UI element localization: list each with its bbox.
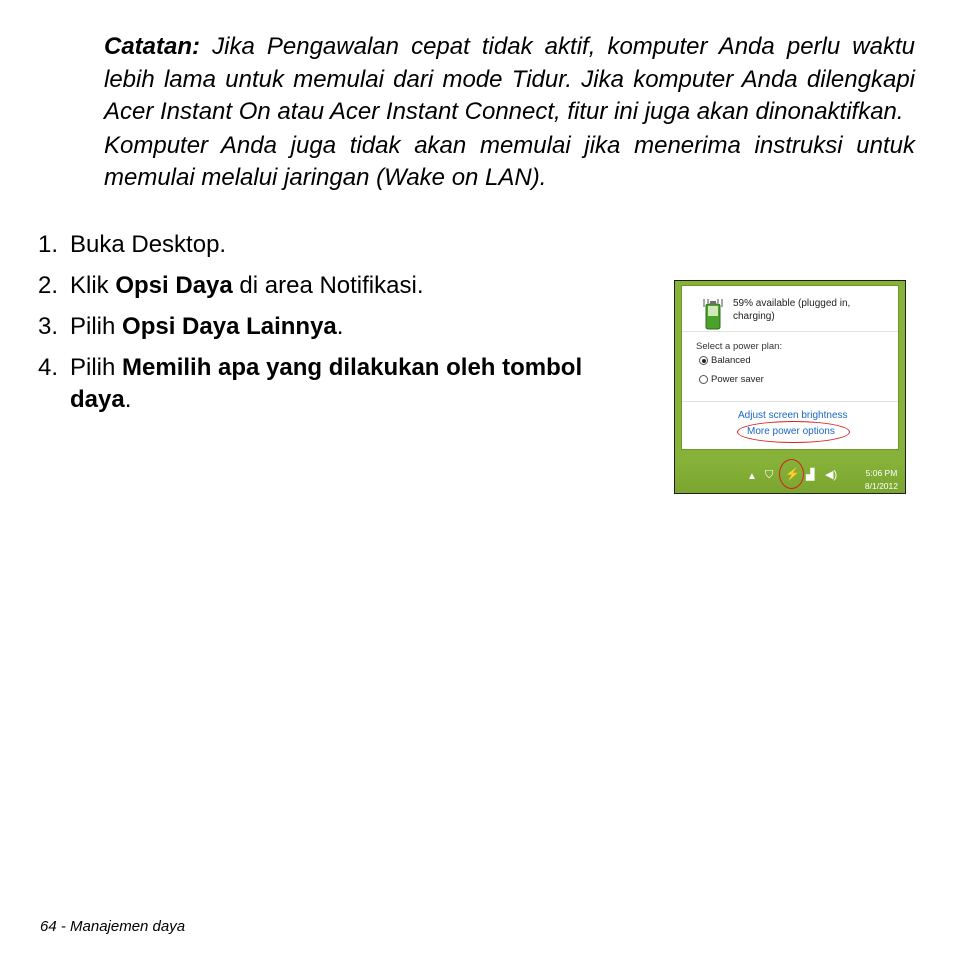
step-1 [38,229,648,261]
radio-unselected-icon[interactable] [699,375,708,384]
more-power-options-link[interactable]: More power options [747,426,835,437]
steps-list [38,229,648,425]
adjust-brightness-link[interactable]: Adjust screen brightness [738,410,848,421]
shield-icon[interactable]: ⛉ [765,469,774,481]
note-block [104,31,915,195]
step-text: . [124,386,132,413]
network-signal-icon[interactable]: ▟ [806,469,815,481]
power-flyout-panel [681,285,899,450]
note-label: Catatan: [104,33,201,60]
step-number: 3. [38,313,59,340]
step-bold-term: Memilih apa yang dilakukan oleh tombol daya [70,354,583,413]
battery-charging-icon [702,298,724,330]
step-4 [38,352,648,416]
radio-selected-icon[interactable] [699,356,708,365]
note-paragraph-2: Komputer Anda juga tidak akan memulai jika menerima instruksi untuk memulai melalui jaringan (Wake on LAN). [104,131,915,191]
step-text: . [336,313,344,340]
clock-date: 8/1/2012 [864,481,898,491]
step-bold-term: Opsi Daya Lainnya [122,313,337,340]
step-text: di area Notifikasi. [232,272,424,299]
step-text: Klik [70,272,116,299]
step-3 [38,311,648,343]
taskbar [675,461,905,493]
step-text: Pilih [70,354,123,381]
highlight-circle [779,459,804,489]
step-2 [38,270,648,302]
plan-option-label: Balanced [711,355,751,366]
plan-option-power-saver[interactable] [699,374,764,385]
plan-option-balanced[interactable] [699,355,751,366]
step-number: 4. [38,354,59,381]
power-flyout-screenshot [674,280,906,494]
system-clock[interactable] [865,467,898,493]
step-bold-term: Opsi Daya [115,272,233,299]
step-number: 1. [38,231,59,258]
highlight-circle [737,421,850,443]
power-plug-icon[interactable]: ⚡ [785,467,800,481]
plan-option-label: Power saver [711,374,764,385]
battery-status: 59% available (plugged in, charging) [733,298,851,322]
divider [682,331,898,332]
divider [682,401,898,402]
note-paragraph-1 [104,31,915,129]
clock-time: 5:06 PM [865,468,898,478]
step-text: Pilih [70,313,123,340]
page-footer: 64 - Manajemen daya [40,918,186,935]
power-plan-label: Select a power plan: [696,341,783,352]
step-number: 2. [38,272,59,299]
show-hidden-icons-icon[interactable]: ▲ [747,471,757,482]
note-text-1: Jika Pengawalan cepat tidak aktif, komputer Anda perlu waktu lebih lama untuk memulai dari mode Tidur. Jika komputer Anda dilengkapi Acer Instant On atau Acer Instant Connect, fitur ini juga akan dinonaktifkan. [104,33,915,125]
speaker-icon[interactable]: ◀) [825,469,838,481]
step-text: Buka Desktop. [70,231,227,258]
